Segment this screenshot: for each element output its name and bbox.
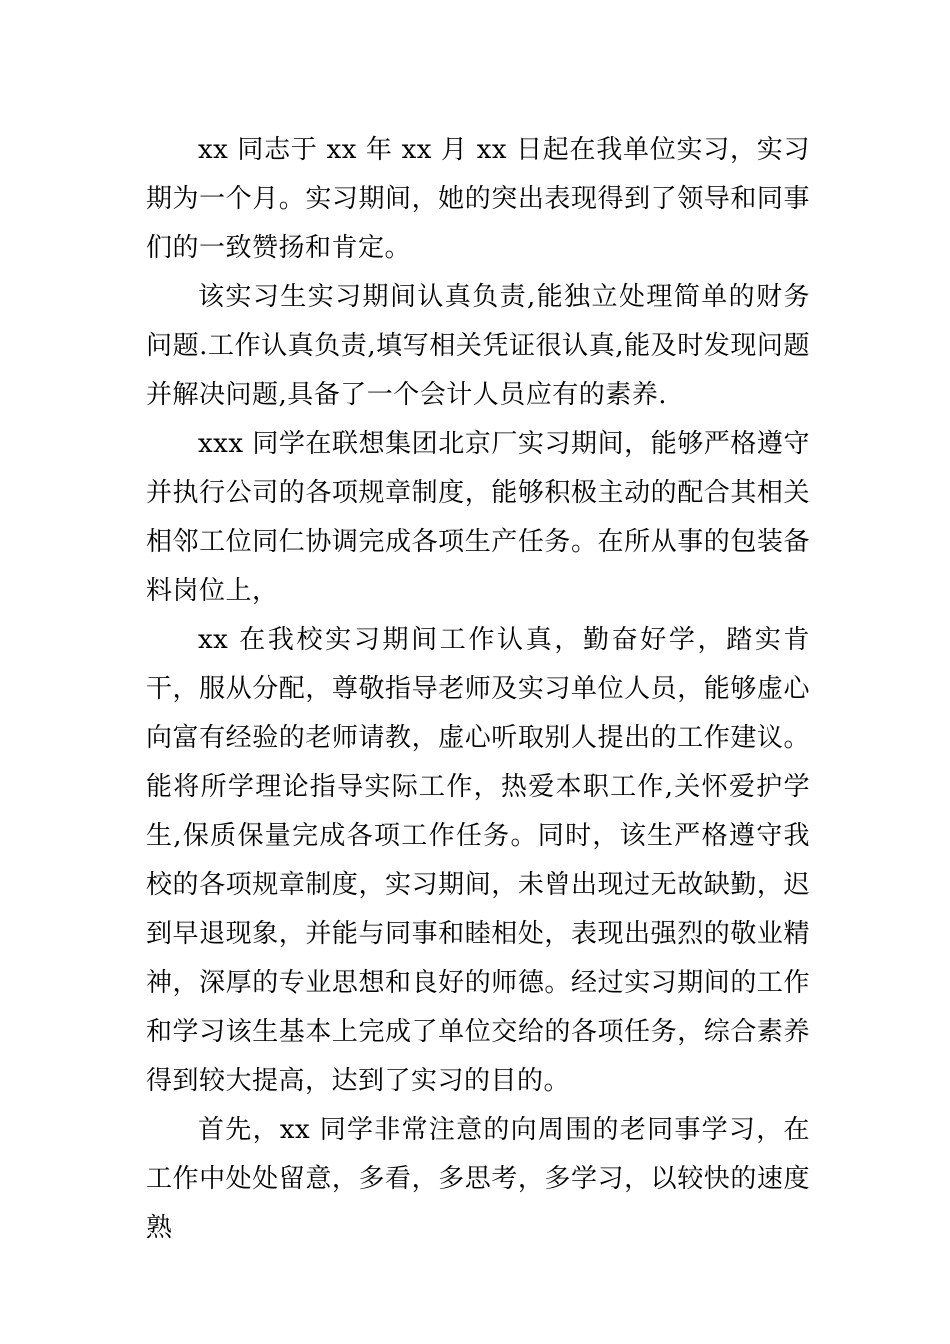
- document-body: [146, 126, 810, 1253]
- paragraph-2: 该实习生实习期间认真负责,能独立处理简单的财务问题.工作认真负责,填写相关凭证很认真,能及时发现问题并解决问题,具备了一个会计人员应有的素养.: [146, 282, 810, 410]
- paragraph-1: xx 同志于 xx 年 xx 月 xx 日起在我单位实习，实习期为一个月。实习期间，她的突出表现得到了领导和同事们的一致赞扬和肯定。: [146, 135, 810, 263]
- paragraph-3: xxx 同学在联想集团北京厂实习期间，能够严格遵守并执行公司的各项规章制度，能够积极主动的配合其相关相邻工位同仁协调完成各项生产任务。在所从事的包装备料岗位上，: [146, 429, 810, 606]
- paragraph-4: xx 在我校实习期间工作认真，勤奋好学，踏实肯干，服从分配，尊敬指导老师及实习单位人员，能够虚心向富有经验的老师请教，虚心听取别人提出的工作建议。能将所学理论指导实际工作，热爱本职工作,关怀爱护学生,保质保量完成各项工作任务。同时，该生严格遵守我校的各项规章制度，实习期间，未曾出现过无故缺勤，迟到早退现象，并能与同事和睦相处，表现出强烈的敬业精神，深厚的专业思想和良好的师德。经过实习期间的工作和学习该生基本上完成了单位交给的各项任务，综合素养得到较大提高，达到了实习的目的。: [146, 625, 810, 1096]
- paragraph-5: 首先，xx 同学非常注意的向周围的老同事学习，在工作中处处留意，多看，多思考，多学习，以较快的速度熟: [146, 1115, 810, 1243]
